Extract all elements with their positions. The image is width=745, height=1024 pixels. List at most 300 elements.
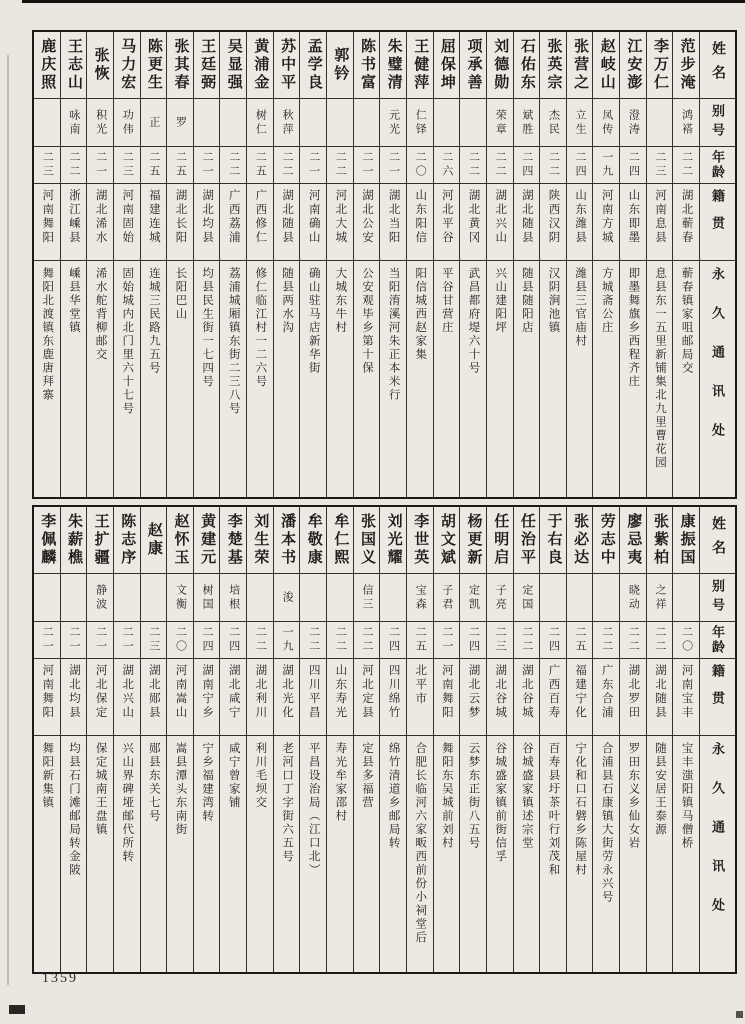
person-address-cell bbox=[593, 261, 619, 497]
person-column bbox=[539, 32, 566, 497]
person-alias-cell bbox=[167, 99, 193, 147]
person-address: 罗田东义乡仙女岩 bbox=[627, 742, 640, 850]
person-native-place-cell bbox=[141, 659, 167, 736]
person-native-place-cell bbox=[167, 659, 193, 736]
person-alias-cell bbox=[647, 99, 673, 147]
person-alias-cell bbox=[87, 99, 113, 147]
person-address: 嵩县潭头东南街 bbox=[174, 742, 187, 837]
person-address: 兴山界碑垭邮代所转 bbox=[121, 742, 134, 864]
person-column bbox=[433, 32, 460, 497]
person-alias: 功伟 bbox=[121, 108, 134, 137]
person-name: 郭钤 bbox=[332, 47, 349, 83]
person-column bbox=[353, 507, 380, 972]
person-address: 即墨舞旗乡西程齐庄 bbox=[627, 267, 640, 389]
page-number: 1359 bbox=[42, 971, 78, 986]
person-alias: 浚 bbox=[281, 590, 294, 605]
person-age-cell bbox=[327, 147, 353, 184]
person-name-cell bbox=[460, 32, 486, 99]
person-native-place-cell bbox=[194, 659, 220, 736]
person-alias-cell bbox=[540, 99, 566, 147]
person-native-place-cell bbox=[141, 184, 167, 261]
person-native-place: 湖北罗田 bbox=[627, 664, 640, 720]
person-alias-cell bbox=[487, 574, 513, 622]
person-native-place: 湖北随县 bbox=[654, 664, 667, 720]
person-address-cell bbox=[514, 736, 540, 972]
person-alias-cell bbox=[567, 99, 593, 147]
person-address-cell bbox=[194, 736, 220, 972]
person-age-cell bbox=[220, 622, 246, 659]
person-address-cell bbox=[327, 736, 353, 972]
row-label-column bbox=[699, 507, 735, 972]
person-address: 确山驻马店新华街 bbox=[307, 267, 320, 375]
person-alias-cell bbox=[593, 99, 619, 147]
person-alias-cell bbox=[194, 574, 220, 622]
person-alias-cell bbox=[540, 574, 566, 622]
person-name: 王廷弼 bbox=[199, 38, 216, 92]
person-column bbox=[193, 32, 220, 497]
person-native-place: 广西荔浦 bbox=[227, 189, 240, 245]
person-alias-cell bbox=[514, 574, 540, 622]
person-alias-cell bbox=[34, 574, 60, 622]
person-age-cell bbox=[274, 147, 300, 184]
person-age-cell bbox=[407, 622, 433, 659]
person-alias-cell bbox=[220, 99, 246, 147]
person-address: 合肥长临河六家畈西前份小祠堂后 bbox=[414, 742, 427, 945]
person-age: 二二 bbox=[547, 151, 560, 179]
person-age: 二一 bbox=[67, 626, 80, 654]
person-address: 随县随阳店 bbox=[520, 267, 533, 335]
person-column bbox=[193, 507, 220, 972]
person-name: 黄建元 bbox=[199, 513, 216, 567]
person-column bbox=[672, 32, 699, 497]
person-alias: 鸿褡 bbox=[680, 108, 693, 137]
person-alias: 咏南 bbox=[67, 108, 80, 137]
person-age-cell bbox=[87, 147, 113, 184]
person-native-place: 广东合浦 bbox=[600, 664, 613, 720]
person-age: 二四 bbox=[547, 626, 560, 654]
person-alias-cell bbox=[567, 574, 593, 622]
person-name: 朱薪樵 bbox=[65, 513, 82, 567]
person-alias-cell bbox=[514, 99, 540, 147]
person-address-cell bbox=[300, 261, 326, 497]
person-name-cell bbox=[194, 507, 220, 574]
person-age: 二二 bbox=[334, 151, 347, 179]
person-native-place-cell bbox=[61, 659, 87, 736]
person-age: 二〇 bbox=[414, 151, 427, 179]
row-label-alias-text: 别号 bbox=[710, 103, 725, 142]
person-native-place-cell bbox=[274, 184, 300, 261]
row-label-native bbox=[700, 659, 735, 736]
person-name-cell bbox=[34, 32, 60, 99]
person-age: 二二 bbox=[600, 626, 613, 654]
person-native-place: 湖北当阳 bbox=[387, 189, 400, 245]
person-age-cell bbox=[220, 147, 246, 184]
person-age: 二三 bbox=[41, 151, 54, 179]
person-name-cell bbox=[34, 507, 60, 574]
person-name-cell bbox=[247, 32, 273, 99]
person-age-cell bbox=[567, 622, 593, 659]
person-address-cell bbox=[87, 261, 113, 497]
person-address: 宝丰滍阳镇马僧桥 bbox=[680, 742, 693, 850]
person-name-cell bbox=[220, 32, 246, 99]
person-column bbox=[34, 507, 60, 972]
person-age: 二一 bbox=[94, 151, 107, 179]
person-name: 陈书富 bbox=[358, 38, 375, 92]
person-name-cell bbox=[407, 32, 433, 99]
person-column bbox=[299, 32, 326, 497]
person-alias-cell bbox=[487, 99, 513, 147]
person-address: 当阳淯溪河朱正本米行 bbox=[387, 267, 400, 402]
person-age: 二二 bbox=[281, 151, 294, 179]
person-age-cell bbox=[434, 622, 460, 659]
person-native-place: 山东阳信 bbox=[414, 189, 427, 245]
person-age-cell bbox=[61, 622, 87, 659]
person-name-cell bbox=[460, 507, 486, 574]
person-name: 张其春 bbox=[172, 38, 189, 92]
person-age: 二二 bbox=[360, 626, 373, 654]
person-address-cell bbox=[460, 261, 486, 497]
person-age-cell bbox=[34, 147, 60, 184]
person-name: 牟仁熙 bbox=[332, 513, 349, 567]
person-native-place-cell bbox=[34, 659, 60, 736]
person-age: 二四 bbox=[227, 626, 240, 654]
person-native-place-cell bbox=[434, 184, 460, 261]
person-alias-cell bbox=[380, 99, 406, 147]
person-address-cell bbox=[407, 736, 433, 972]
person-native-place-cell bbox=[114, 184, 140, 261]
person-name: 石佑东 bbox=[518, 38, 535, 92]
person-column bbox=[486, 32, 513, 497]
person-address-cell bbox=[540, 736, 566, 972]
person-native-place: 湖北黄冈 bbox=[467, 189, 480, 245]
person-age: 二〇 bbox=[680, 626, 693, 654]
person-native-place: 陕西汉阴 bbox=[547, 189, 560, 245]
person-native-place-cell bbox=[593, 184, 619, 261]
person-alias: 仁铎 bbox=[414, 108, 427, 137]
person-address-cell bbox=[593, 736, 619, 972]
person-address-cell bbox=[567, 261, 593, 497]
person-alias-cell bbox=[141, 574, 167, 622]
person-alias: 荣章 bbox=[494, 108, 507, 137]
person-native-place: 河南确山 bbox=[307, 189, 320, 245]
person-name-cell bbox=[274, 507, 300, 574]
row-label-column bbox=[699, 32, 735, 497]
person-alias-cell bbox=[300, 99, 326, 147]
person-name: 孟学良 bbox=[305, 38, 322, 92]
person-name-cell bbox=[327, 32, 353, 99]
person-address: 舞阳新集镇 bbox=[41, 742, 54, 810]
person-column bbox=[459, 32, 486, 497]
person-native-place-cell bbox=[300, 659, 326, 736]
person-native-place-cell bbox=[194, 184, 220, 261]
person-address-cell bbox=[87, 736, 113, 972]
person-native-place-cell bbox=[434, 659, 460, 736]
person-native-place-cell bbox=[460, 659, 486, 736]
person-address-cell bbox=[220, 261, 246, 497]
person-address: 宁乡福建湾转 bbox=[201, 742, 214, 823]
person-age-cell bbox=[593, 147, 619, 184]
person-age: 二五 bbox=[414, 626, 427, 654]
person-name: 李万仁 bbox=[652, 38, 669, 92]
person-alias-cell bbox=[593, 574, 619, 622]
person-name: 鹿庆照 bbox=[39, 38, 56, 92]
person-native-place-cell bbox=[247, 184, 273, 261]
person-native-place: 湖北长阳 bbox=[174, 189, 187, 245]
person-age-cell bbox=[460, 622, 486, 659]
person-name-cell bbox=[141, 507, 167, 574]
person-address: 定县多福营 bbox=[360, 742, 373, 810]
person-address: 合浦县石康镇大街劳永兴号 bbox=[600, 742, 613, 904]
person-name-cell bbox=[540, 507, 566, 574]
person-address-cell bbox=[34, 261, 60, 497]
person-alias-cell bbox=[673, 574, 699, 622]
person-name: 胡文斌 bbox=[438, 513, 455, 567]
person-age: 二二 bbox=[654, 626, 667, 654]
row-label-age bbox=[700, 147, 735, 184]
person-native-place-cell bbox=[220, 184, 246, 261]
person-age-cell bbox=[354, 622, 380, 659]
person-native-place-cell bbox=[460, 184, 486, 261]
person-name: 项承善 bbox=[465, 38, 482, 92]
person-name: 赵怀玉 bbox=[172, 513, 189, 567]
person-alias: 子亮 bbox=[494, 583, 507, 612]
person-address-cell bbox=[61, 736, 87, 972]
person-column bbox=[539, 507, 566, 972]
person-alias-cell bbox=[114, 99, 140, 147]
person-name-cell bbox=[487, 507, 513, 574]
person-native-place: 山东寿光 bbox=[334, 664, 347, 720]
person-age: 二六 bbox=[440, 151, 453, 179]
person-address: 平谷甘营庄 bbox=[440, 267, 453, 335]
person-name-cell bbox=[247, 507, 273, 574]
person-age-cell bbox=[514, 147, 540, 184]
person-native-place: 湖北随县 bbox=[281, 189, 294, 245]
row-label-age bbox=[700, 622, 735, 659]
person-name: 王扩疆 bbox=[92, 513, 109, 567]
person-native-place: 广西修仁 bbox=[254, 189, 267, 245]
person-name: 张恢 bbox=[92, 47, 109, 83]
person-age: 二四 bbox=[201, 626, 214, 654]
person-age-cell bbox=[540, 147, 566, 184]
person-age: 二三 bbox=[494, 626, 507, 654]
person-alias-cell bbox=[247, 99, 273, 147]
person-address-cell bbox=[167, 736, 193, 972]
person-alias: 定国 bbox=[520, 583, 533, 612]
person-age: 二二 bbox=[254, 626, 267, 654]
person-native-place: 广西百寿 bbox=[547, 664, 560, 720]
person-native-place: 四川平昌 bbox=[307, 664, 320, 720]
person-native-place: 湖北均县 bbox=[67, 664, 80, 720]
person-name-cell bbox=[194, 32, 220, 99]
person-alias-cell bbox=[194, 99, 220, 147]
person-native-place-cell bbox=[407, 184, 433, 261]
scan-corner-mark-bottom-left bbox=[9, 1005, 25, 1014]
person-native-place-cell bbox=[327, 184, 353, 261]
person-address-cell bbox=[274, 261, 300, 497]
person-address: 荔浦城厢镇东街二三八号 bbox=[227, 267, 240, 416]
person-name: 康振国 bbox=[678, 513, 695, 567]
person-name: 李世英 bbox=[412, 513, 429, 567]
person-native-place: 河南舞阳 bbox=[41, 664, 54, 720]
person-column bbox=[246, 32, 273, 497]
person-age: 二二 bbox=[494, 151, 507, 179]
person-age-cell bbox=[141, 622, 167, 659]
person-name: 劳志中 bbox=[598, 513, 615, 567]
person-native-place-cell bbox=[593, 659, 619, 736]
person-name-cell bbox=[167, 507, 193, 574]
person-address-cell bbox=[300, 736, 326, 972]
person-native-place: 河南方城 bbox=[600, 189, 613, 245]
person-address: 公安观毕乡第十保 bbox=[360, 267, 373, 375]
person-age-cell bbox=[567, 147, 593, 184]
person-age: 二二 bbox=[307, 626, 320, 654]
person-age: 二〇 bbox=[174, 626, 187, 654]
person-native-place-cell bbox=[327, 659, 353, 736]
person-native-place-cell bbox=[247, 659, 273, 736]
person-address: 连城三民路九五号 bbox=[147, 267, 160, 375]
person-age-cell bbox=[380, 622, 406, 659]
person-native-place: 湖北咸宁 bbox=[227, 664, 240, 720]
person-column bbox=[646, 507, 673, 972]
person-name-cell bbox=[567, 32, 593, 99]
row-label-native bbox=[700, 184, 735, 261]
person-native-place: 河北保定 bbox=[94, 664, 107, 720]
person-native-place-cell bbox=[167, 184, 193, 261]
person-age: 二四 bbox=[387, 626, 400, 654]
row-label-address-text: 永久通讯处 bbox=[710, 267, 725, 462]
person-age-cell bbox=[247, 147, 273, 184]
person-column bbox=[592, 32, 619, 497]
person-native-place: 山东即墨 bbox=[627, 189, 640, 245]
person-native-place: 河北平谷 bbox=[440, 189, 453, 245]
person-native-place: 湖北光化 bbox=[281, 664, 294, 720]
person-age-cell bbox=[647, 147, 673, 184]
person-age-cell bbox=[407, 147, 433, 184]
person-address: 蕲春镇家咀邮局交 bbox=[680, 267, 693, 375]
person-address-cell bbox=[247, 736, 273, 972]
person-address: 武昌都府堤六十号 bbox=[467, 267, 480, 375]
person-native-place-cell bbox=[407, 659, 433, 736]
person-column bbox=[299, 507, 326, 972]
person-address: 嵊县华堂镇 bbox=[67, 267, 80, 335]
person-address-cell bbox=[34, 736, 60, 972]
person-name: 李楚基 bbox=[225, 513, 242, 567]
person-age: 二五 bbox=[254, 151, 267, 179]
person-native-place-cell bbox=[487, 184, 513, 261]
person-native-place-cell bbox=[620, 184, 646, 261]
person-alias-cell bbox=[407, 99, 433, 147]
person-age-cell bbox=[114, 622, 140, 659]
person-age-cell bbox=[647, 622, 673, 659]
person-native-place: 河南息县 bbox=[654, 189, 667, 245]
person-native-place-cell bbox=[514, 184, 540, 261]
person-address: 大城东牛村 bbox=[334, 267, 347, 335]
person-alias-cell bbox=[114, 574, 140, 622]
person-address-cell bbox=[327, 261, 353, 497]
person-column bbox=[353, 32, 380, 497]
person-address: 浠水舵背柳邮交 bbox=[94, 267, 107, 362]
person-name-cell bbox=[434, 32, 460, 99]
person-age: 二二 bbox=[627, 626, 640, 654]
person-age-cell bbox=[673, 622, 699, 659]
person-native-place: 山东潍县 bbox=[574, 189, 587, 245]
person-age: 二三 bbox=[654, 151, 667, 179]
person-native-place-cell bbox=[673, 184, 699, 261]
person-native-place-cell bbox=[34, 184, 60, 261]
person-alias-cell bbox=[354, 574, 380, 622]
person-native-place-cell bbox=[354, 184, 380, 261]
person-name: 黄浦金 bbox=[252, 38, 269, 92]
person-name-cell bbox=[300, 507, 326, 574]
person-age: 二一 bbox=[387, 151, 400, 179]
person-age: 二二 bbox=[680, 151, 693, 179]
person-name: 陈志序 bbox=[119, 513, 136, 567]
person-address: 谷城盛家镇述宗堂 bbox=[520, 742, 533, 850]
person-name-cell bbox=[114, 507, 140, 574]
person-alias: 定凯 bbox=[467, 583, 480, 612]
person-address-cell bbox=[114, 736, 140, 972]
person-alias-cell bbox=[34, 99, 60, 147]
person-name-cell bbox=[354, 32, 380, 99]
person-column bbox=[326, 32, 353, 497]
person-address-cell bbox=[354, 736, 380, 972]
person-address-cell bbox=[247, 261, 273, 497]
person-alias: 立生 bbox=[574, 108, 587, 137]
person-name: 吴显强 bbox=[225, 38, 242, 92]
person-name-cell bbox=[487, 32, 513, 99]
person-name-cell bbox=[514, 32, 540, 99]
person-name: 陈更生 bbox=[145, 38, 162, 92]
person-name: 江安澎 bbox=[625, 38, 642, 92]
person-age: 二二 bbox=[467, 151, 480, 179]
person-age: 二五 bbox=[174, 151, 187, 179]
person-address-cell bbox=[487, 261, 513, 497]
person-age-cell bbox=[274, 622, 300, 659]
person-native-place: 湖北均县 bbox=[201, 189, 214, 245]
person-alias-cell bbox=[61, 99, 87, 147]
person-address: 谷城盛家镇前街信孚 bbox=[494, 742, 507, 864]
person-alias-cell bbox=[247, 574, 273, 622]
person-name-cell bbox=[567, 507, 593, 574]
person-address-cell bbox=[407, 261, 433, 497]
person-address-cell bbox=[487, 736, 513, 972]
row-label-name-text: 姓名 bbox=[710, 41, 725, 89]
person-column bbox=[86, 507, 113, 972]
person-alias-cell bbox=[354, 99, 380, 147]
person-name-cell bbox=[87, 507, 113, 574]
person-address-cell bbox=[354, 261, 380, 497]
person-column bbox=[113, 32, 140, 497]
person-column bbox=[166, 32, 193, 497]
person-age-cell bbox=[593, 622, 619, 659]
person-alias-cell bbox=[61, 574, 87, 622]
person-alias: 树仁 bbox=[254, 108, 267, 137]
person-name-cell bbox=[114, 32, 140, 99]
person-native-place: 河南固始 bbox=[121, 189, 134, 245]
person-address: 阳信城西赵家集 bbox=[414, 267, 427, 362]
person-native-place-cell bbox=[220, 659, 246, 736]
person-address-cell bbox=[673, 736, 699, 972]
person-address-cell bbox=[141, 261, 167, 497]
person-native-place: 湖北谷城 bbox=[520, 664, 533, 720]
person-age-cell bbox=[194, 622, 220, 659]
person-age: 二一 bbox=[307, 151, 320, 179]
person-name: 屈保坤 bbox=[438, 38, 455, 92]
person-name: 马力宏 bbox=[119, 38, 136, 92]
person-column bbox=[619, 507, 646, 972]
person-alias-cell bbox=[620, 574, 646, 622]
person-column bbox=[486, 507, 513, 972]
